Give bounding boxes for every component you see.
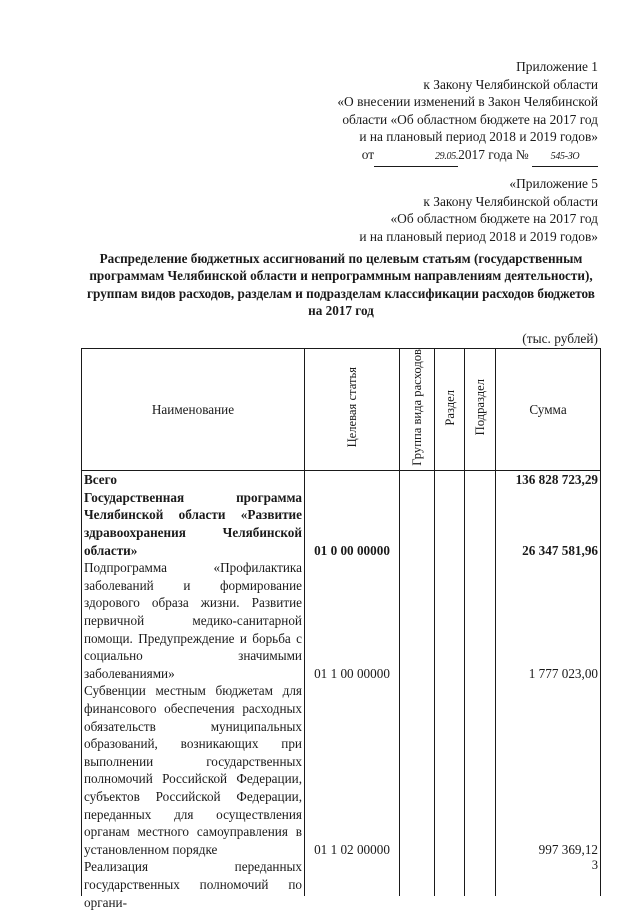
row-name — [82, 858, 305, 910]
date-suffix: 2017 года № — [458, 146, 529, 162]
row-code: 01 1 02 00000 — [305, 682, 400, 858]
row-code — [305, 471, 400, 489]
header-target-label: Целевая статья — [345, 367, 359, 448]
row-group — [400, 858, 435, 896]
header-section — [435, 349, 465, 471]
appendix-5-line-1: «Приложение 5 — [509, 176, 598, 191]
table-row — [82, 471, 601, 489]
row-sum — [496, 858, 601, 896]
date-prefix: от — [361, 146, 375, 162]
row-sum: 997 369,12 — [496, 682, 601, 858]
number-field — [532, 146, 598, 167]
row-group — [400, 489, 435, 559]
date-handwritten: 29.05. — [434, 150, 459, 162]
header-group — [400, 349, 435, 471]
row-name: Всего — [82, 471, 305, 489]
row-sum: 1 777 023,00 — [496, 559, 601, 682]
row-group — [400, 559, 435, 682]
table-row — [82, 858, 601, 896]
row-group — [400, 471, 435, 489]
row-code: 01 0 00 00000 — [305, 489, 400, 559]
table-row — [82, 489, 601, 559]
table-row — [82, 559, 601, 682]
row-subsection — [465, 559, 496, 682]
header-section-label: Раздел — [442, 389, 457, 426]
budget-table — [81, 348, 601, 910]
appendix-1-block — [337, 58, 598, 167]
row-code: 01 1 00 00000 — [305, 559, 400, 682]
row-sum: 136 828 723,29 — [496, 471, 601, 489]
row-name: Субвенции местным бюджетам для финансового обеспечения расходных обязательств муниципальных образований, возникающих при выполнении государственных полномочий Российской Федерации, субъектов Российской Федерации, переданных для осуществления органам местного самоуправления в установленном порядке — [82, 682, 305, 858]
units-label: (тыс. рублей) — [522, 331, 598, 346]
appendix-1-line-4: области «Об областном бюджете на 2017 год — [342, 111, 598, 127]
row-section — [435, 471, 465, 489]
appendix-1-line-1: Приложение 1 — [516, 59, 598, 74]
header-sum: Сумма — [496, 349, 601, 471]
header-name: Наименование — [82, 349, 305, 471]
row-section — [435, 489, 465, 559]
appendix-5-line-3: «Об областном бюджете на 2017 год — [390, 211, 598, 227]
row-section — [435, 858, 465, 896]
appendix-1-line-5: и на плановый период 2018 и 2019 годов» — [359, 129, 598, 145]
appendix-5-block — [359, 175, 598, 245]
row-name-cut: Реализация переданных государственных полномочий по органи- — [84, 859, 302, 910]
header-subsection — [465, 349, 496, 471]
row-subsection — [465, 682, 496, 858]
appendix-5-line-4: и на плановый период 2018 и 2019 годов» — [359, 228, 598, 244]
row-name: Подпрограмма «Профилактика заболеваний и формирование здорового образа жизни. Развитие первичной медико-санитарной помощи. Предупреждение и борьба с социально значимыми заболеваниями» — [82, 559, 305, 682]
page-number: 3 — [591, 858, 598, 872]
document-title: Распределение бюджетных ассигнований по целевым статьям (государственным программам Челябинской области и непрограммным направлениям деятельности), группам видов расходов, разделам и подразделам классификации расходов бюджетов на 2017 год — [87, 251, 595, 319]
row-name: Государственная программа Челябинской области «Развитие здравоохранения Челябинской области» — [82, 489, 305, 559]
appendix-1-line-2: к Закону Челябинской области — [423, 76, 598, 92]
appendix-1-date-line — [337, 146, 598, 167]
row-subsection — [465, 858, 496, 896]
header-group-label: Группа вида расходов — [410, 349, 424, 466]
row-section — [435, 682, 465, 858]
row-sum: 26 347 581,96 — [496, 489, 601, 559]
appendix-5-line-2: к Закону Челябинской области — [423, 193, 598, 209]
header-target — [305, 349, 400, 471]
row-subsection — [465, 471, 496, 489]
row-section — [435, 559, 465, 682]
appendix-1-line-3: «О внесении изменений в Закон Челябинской — [337, 94, 598, 110]
row-subsection — [465, 489, 496, 559]
header-subsection-label: Подраздел — [473, 379, 487, 436]
date-field — [374, 146, 458, 167]
row-group — [400, 682, 435, 858]
row-code — [305, 858, 400, 896]
table-header-row — [82, 349, 601, 471]
table-row — [82, 682, 601, 858]
number-handwritten: 545-ЗО — [550, 150, 580, 162]
